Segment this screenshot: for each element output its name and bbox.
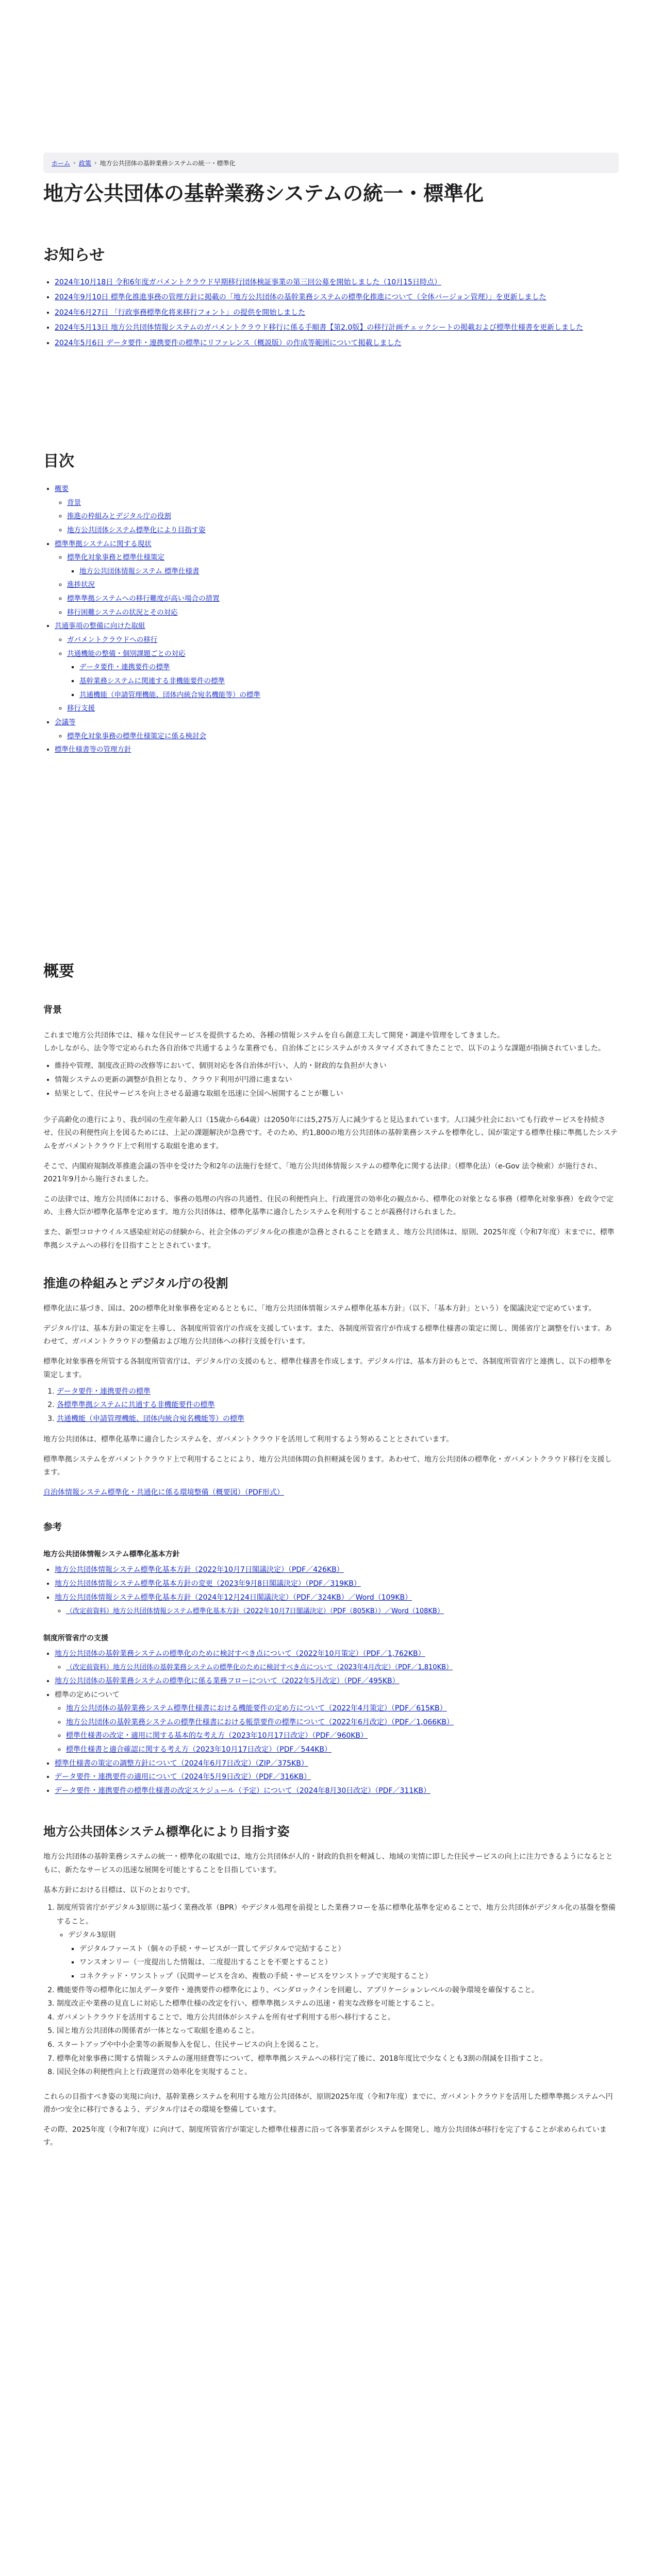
news-item[interactable]: • 2024年5月13日 地方公共団体情報システムのガバメントクラウド移行に係る手順書【第2.0版】の移行計画チェックシートの掲載および標準仕様書を更新しました <box>55 320 619 335</box>
toc-item[interactable]: ◦ 進捗状況 <box>67 578 619 592</box>
breadcrumb-separator: › <box>73 159 76 166</box>
toc-item[interactable]: ◦ 推進の枠組みとデジタル庁の役割 <box>67 510 619 523</box>
paragraph: その際、2025年度（令和7年度）に向けて、制度所管省庁が策定した標準仕様書に沿って各事業者がシステムを開発し、地方公共団体が移行を完了することが求められています。 <box>43 2126 607 2147</box>
overview-heading: 概要 <box>43 962 74 980</box>
list-item: 2. 機能要件等の標準化に加えデータ要件・連携要件の標準化により、ベンダロックインを回避し、アプリケーションレベルの競争環境を確保すること。 <box>57 1984 619 1997</box>
news-heading: お知らせ <box>43 246 105 264</box>
overview-section <box>43 958 619 2149</box>
list-item[interactable]: ◦ 標準仕様書の改定・適用に関する基本的な考え方（2023年10月17日改定）（PDF／960KB） <box>66 1729 619 1743</box>
role-heading: 推進の枠組みとデジタル庁の役割 <box>43 1276 228 1291</box>
breadcrumb-home[interactable]: ホーム <box>52 159 71 167</box>
toc-item[interactable]: ◦ 移行困難システムの状況とその対応 <box>67 606 619 620</box>
list-item: 7. 標準化対象事務に関する情報システムの運用経費等について、標準準拠システムへの移行完了後に、2018年度比で少なくとも3割の削減を目指すこと。 <box>57 2052 619 2066</box>
toc-section <box>43 448 619 757</box>
toc-item[interactable]: • 標準準拠システムに関する現状 ◦ 標準化対象事務と標準仕様策定 ▪ 地方公共団体情報システム 標準仕様書 ◦ 進捗状況 ◦ 標準準拠システムへの移行難度が高い場合の措置 ◦ 移行困難システムの状況とその対応 <box>55 537 619 620</box>
reference-heading: 参考 <box>43 1522 62 1533</box>
toc-heading: 目次 <box>43 452 74 470</box>
reference-list <box>43 1647 619 1798</box>
paragraph: また、新型コロナウイルス感染症対応の経験から、社会全体のデジタル化の推進が急務とされることを踏まえ、地方公共団体は、原則、2025年度（令和7年度）末までに、標準準拠システムへの移行を目指すこととされています。 <box>43 1228 615 1250</box>
paragraph: これまで地方公共団体では、様々な住民サービスを提供するため、各種の情報システムを自ら創意工夫して開発・調達や管理をしてきました。 <box>43 1031 505 1040</box>
news-section <box>43 242 619 351</box>
list-item[interactable]: ◦ （改定前資料）地方公共団体の基幹業務システムの標準化のために検討すべき点について（2023年4月改定）（PDF／1,810KB） <box>55 1660 619 1674</box>
goal-list <box>43 1901 619 2079</box>
breadcrumb-separator: › <box>94 159 97 166</box>
list-item: 6. スタートアップや中小企業等の新規参入を促し、住民サービスの向上を図ること。 <box>57 2038 619 2052</box>
reference-subheading: 制度所管省庁の支援 <box>43 1634 108 1642</box>
list-item: ▪ ワンスオンリー（一度提出した情報は、二度提出することを不要とすること） <box>79 1956 619 1970</box>
list-item[interactable]: • 標準仕様書の策定の調整方針について（2024年6月7日改定）（ZIP／375KB） <box>55 1757 619 1771</box>
list-item[interactable]: • 地方公共団体の基幹業務システムの標準化のために検討すべき点について（2022年10月策定）（PDF／1,762KB） <box>55 1647 619 1661</box>
list-item: 4. ガバメントクラウドを活用することで、地方公共団体がシステムを所有せず利用する形へ移行すること。 <box>57 2011 619 2025</box>
toc-item[interactable]: • 共通事項の整備に向けた取組 ◦ ガバメントクラウドへの移行 ◦ 共通機能の整備・個別課題ごとの対応 ▪ データ要件・連携要件の標準 ▪ 基幹業務システムに関連する非機能要件の標準 ▪ 共通機能（申請管理機能、団体内統合宛名機能等）の標準 ◦ 移行支援 <box>55 619 619 715</box>
list-item[interactable]: • 地方公共団体の基幹業務システムの標準化に係る業務フローについて（2022年5月改定）（PDF／495KB） <box>55 1674 619 1688</box>
numbered-list <box>43 1385 619 1426</box>
paragraph: 標準準拠システムをガバメントクラウド上で利用することにより、地方公共団体間の負担軽減を図ります。あわせて、地方公共団体の標準化・ガバメントクラウド移行を支援します。 <box>43 1455 612 1477</box>
page-title: 地方公共団体の基幹業務システムの統一・標準化 <box>43 182 484 206</box>
toc-item[interactable]: ▪ 地方公共団体情報システム 標準仕様書 <box>79 565 619 579</box>
paragraph: 標準化対象事務を所管する各制度所管省庁は、デジタル庁の支援のもと、標準仕様書を作成します。デジタル庁は、基本方針のもとで、各制度所管省庁と連携し、以下の標準を策定します。 <box>43 1358 612 1379</box>
toc-item[interactable]: ◦ 地方公共団体システム標準化により目指す姿 <box>67 523 619 537</box>
paragraph: 標準化法に基づき、国は、20の標準化対象事務を定めるとともに、「地方公共団体情報システム標準化基本方針」（以下、「基本方針」という）を閣議決定で定めています。 <box>43 1304 596 1313</box>
list-item: 5. 国と地方公共団体の関係者が一体となって取組を進めること。 <box>57 2024 619 2038</box>
paragraph: この法律では、地方公共団体における、事務の処理の内容の共通性、住民の利便性向上、行政運営の効率化の観点から、標準化の対象となる事務（標準化対象事務）を政令で定め、主務大臣が標準化基準を定めます。地方公共団体は、標準化基準に適合したシステムを利用することが義務付けられました。 <box>43 1195 614 1217</box>
list-item: • 維持や管理、制度改正時の改修等において、個別対応を各自治体が行い、人的・財政的な負担が大きい <box>55 1059 619 1073</box>
toc-item[interactable]: ◦ 標準化対象事務の標準仕様策定に係る検討会 <box>67 730 619 743</box>
list-item[interactable]: • データ要件・連携要件の適用について（2024年5月9日改定）（PDF／316KB） <box>55 1770 619 1784</box>
paragraph: 基本方針における目標は、以下のとおりです。 <box>43 1886 194 1894</box>
news-list <box>43 275 619 351</box>
list-item[interactable]: • 地方公共団体情報システム標準化基本方針（2024年12月24日閣議決定）（PDF／324KB）／Word（109KB） <box>55 1591 619 1605</box>
list-item: ▪ デジタルファースト（個々の手続・サービスが一貫してデジタルで完結すること） <box>79 1942 619 1956</box>
paragraph: そこで、内閣府規制改革推進会議の答申を受けた令和2年の法施行を経て、「地方公共団体情報システムの標準化に関する法律」（標準化法）（e-Gov 法令検索）が施行され、2021年9月から施行されました。 <box>43 1162 602 1183</box>
news-item[interactable]: • 2024年5月6日 データ要件・連携要件の標準にリファレンス（概説版）の作成等範囲について掲載しました <box>55 336 619 351</box>
reference-subheading: 地方公共団体情報システム標準化基本方針 <box>43 1550 180 1559</box>
list-item[interactable]: 3. 共通機能（申請管理機能、団体内統合宛名機能等）の標準 <box>57 1412 619 1426</box>
toc-item[interactable]: ◦ 移行支援 <box>67 702 619 716</box>
list-item[interactable]: 2. 各標準準拠システムに共通する非機能要件の標準 <box>57 1398 619 1412</box>
list-item: 3. 制度改正や業務の見直しに対応した標準仕様の改定を行い、標準準拠システムの迅速・着実な改修を可能とすること。 <box>57 1997 619 2011</box>
list-item: 1. 制度所管省庁がデジタル3原則に基づく業務改革（BPR）やデジタル処理を前提とした業務フローを基に標準化基準を定めることで、地方公共団体がデジタル化の基盤を整備すること。 ◦ デジタル3原則 ▪ デジタルファースト（個々の手続・サービスが一貫してデジタルで完結すること） ▪ ワンスオンリー（一度提出した情報は、二度提出することを不要とすること） ▪ コネクテッド・ワンストップ（民間サービスを含め、複数の手続・サービスをワンストップで実現すること） <box>57 1901 619 1984</box>
paragraph: 地方公共団体は、標準化基準に適合したシステムを、ガバメントクラウドを活用して利用するよう努めることとされています。 <box>43 1435 454 1444</box>
breadcrumb-current: 地方公共団体の基幹業務システムの統一・標準化 <box>100 159 236 167</box>
role-diagram-link[interactable]: 自治体情報システム標準化・共通化に係る環境整備（概要図）（PDF形式） <box>43 1488 284 1497</box>
reference-list <box>43 1563 619 1618</box>
list-item[interactable]: ◦ 地方公共団体の基幹業務システムの標準仕様書における帳票要件の標準について（2022年6月改定）（PDF／1,066KB） <box>66 1716 619 1730</box>
toc-item[interactable]: ◦ 標準準拠システムへの移行難度が高い場合の措置 <box>67 592 619 606</box>
list-item: • 標準の定めについて ◦ 地方公共団体の基幹業務システム標準仕様書における機能要件の定め方について（2022年4月策定）（PDF／615KB） ◦ 地方公共団体の基幹業務システムの標準仕様書における帳票要件の標準について（2022年6月改定）（PDF／1,066KB） ◦ 標準仕様書の改定・適用に関する基本的な考え方（2023年10月17日改定）（PDF／960KB） ◦ 標準仕様書と適合確認に関する考え方（2023年10月17日改定）（PDF／544KB） <box>55 1688 619 1757</box>
toc-item[interactable]: ◦ 標準化対象事務と標準仕様策定 ▪ 地方公共団体情報システム 標準仕様書 <box>67 551 619 578</box>
breadcrumb-policy[interactable]: 政策 <box>78 159 91 167</box>
list-item[interactable]: • 地方公共団体情報システム標準化基本方針の変更（2023年9月8日閣議決定）（PDF／319KB） <box>55 1577 619 1591</box>
list-item: • 情報システムの更新の調整が負担となり、クラウド利用が円滑に進まない <box>55 1073 619 1087</box>
list-item[interactable]: ◦ （改定前資料）地方公共団体情報システム標準化基本方針（2022年10月7日閣議決定）（PDF（805KB））／Word（108KB） <box>55 1604 619 1618</box>
paragraph: 少子高齢化の進行により、我が国の生産年齢人口（15歳から64歳）は2050年には5,275万人に減少すると見込まれています。人口減少社会においても行政サービスを持続させ、住民の利便性向上を図るためには、上記の課題解決が急務です。そのため、約1,800の地方公共団体の基幹業務システムを標準化し、国が策定する標準仕様に準拠したシステムをガバメントクラウド上で利用する取組を進めます。 <box>43 1116 618 1150</box>
paragraph: しかしながら、法令等で定められた各自治体で共通するような業務でも、自治体ごとにシステムがカスタマイズされてきたことで、以下のような課題が指摘されていました。 <box>43 1044 605 1053</box>
toc-item[interactable]: • 会議等 ◦ 標準化対象事務の標準仕様策定に係る検討会 <box>55 716 619 743</box>
paragraph: これらの目指すべき姿の実現に向け、基幹業務システムを利用する地方公共団体が、原則2025年度（令和7年度）までに、ガバメントクラウドを活用した標準準拠システムへ円滑かつ安全に移行できるよう、デジタル庁はその環境を整備しています。 <box>43 2092 613 2114</box>
list-item[interactable]: ◦ 標準仕様書と適合確認に関する考え方（2023年10月17日改定）（PDF／544KB） <box>66 1743 619 1757</box>
news-item[interactable]: • 2024年6月27日 「行政事務標準化将来移行フォント」の提供を開始しました <box>55 306 619 320</box>
toc-item[interactable]: ▪ 基幹業務システムに関連する非機能要件の標準 <box>79 674 619 688</box>
list-item: ◦ デジタル3原則 ▪ デジタルファースト（個々の手続・サービスが一貫してデジタルで完結すること） ▪ ワンスオンリー（一度提出した情報は、二度提出することを不要とすること） ▪ コネクテッド・ワンストップ（民間サービスを含め、複数の手続・サービスをワンストップで実現すること） <box>68 1928 619 1983</box>
background-heading: 背景 <box>43 1005 62 1015</box>
toc-item[interactable]: ◦ 背景 <box>67 496 619 510</box>
list-item[interactable]: 1. データ要件・連携要件の標準 <box>57 1385 619 1399</box>
toc-item[interactable]: ▪ データ要件・連携要件の標準 <box>79 660 619 674</box>
list-item: 8. 国民全体の利便性向上と行政運営の効率化を実現すること。 <box>57 2065 619 2079</box>
paragraph: 地方公共団体の基幹業務システムの統一・標準化の取組では、地方公共団体が人的・財政的負担を軽減し、地域の実情に即した住民サービスの向上に注力できるようになるとともに、新たなサービスの迅速な展開を可能とすることを目指しています。 <box>43 1853 613 1874</box>
toc-list <box>43 482 619 757</box>
role-link-row <box>43 1486 619 1499</box>
list-item: • 結果として、住民サービスを向上させる最適な取組を迅速に全国へ展開することが難しい <box>55 1087 619 1101</box>
list-item[interactable]: ◦ 地方公共団体の基幹業務システム標準仕様書における機能要件の定め方について（2022年4月策定）（PDF／615KB） <box>66 1702 619 1716</box>
news-item[interactable]: • 2024年9月10日 標準化推進事務の管理方針に掲載の「地方公共団体の基幹業務システムの標準化推進について（全体バージョン管理）」を更新しました <box>55 290 619 305</box>
list-item[interactable]: • データ要件・連携要件の標準仕様書の改定スケジュール（予定）について（2024年8月30日改定）（PDF／311KB） <box>55 1784 619 1798</box>
news-item[interactable]: • 2024年10月18日 令和6年度ガバメントクラウド早期移行団体検証事業の第三回公募を開始しました（10月15日時点） <box>55 275 619 290</box>
toc-item[interactable]: ◦ ガバメントクラウドへの移行 <box>67 633 619 647</box>
toc-item[interactable]: ▪ 共通機能（申請管理機能、団体内統合宛名機能等）の標準 <box>79 688 619 702</box>
list-item: ▪ コネクテッド・ワンストップ（民間サービスを含め、複数の手続・サービスをワンストップで実現すること） <box>79 1970 619 1984</box>
goal-heading: 地方公共団体システム標準化により目指す姿 <box>43 1824 290 1839</box>
list-item[interactable]: • 地方公共団体情報システム標準化基本方針（2022年10月7日閣議決定）（PDF／426KB） <box>55 1563 619 1577</box>
toc-item[interactable]: • 概要 ◦ 背景 ◦ 推進の枠組みとデジタル庁の役割 ◦ 地方公共団体システム標準化により目指す姿 <box>55 482 619 537</box>
paragraph: デジタル庁は、基本方針の策定を主導し、各制度所管省庁の作成を支援しています。また、各制度所管省庁が作成する標準仕様書の策定に関し、関係省庁と調整を行います。あわせて、ガバメントクラウドの整備および地方公共団体への移行支援を行います。 <box>43 1325 612 1346</box>
toc-item[interactable]: • 標準仕様書等の管理方針 <box>55 743 619 757</box>
toc-item[interactable]: ◦ 共通機能の整備・個別課題ごとの対応 ▪ データ要件・連携要件の標準 ▪ 基幹業務システムに関連する非機能要件の標準 ▪ 共通機能（申請管理機能、団体内統合宛名機能等）の標準 <box>67 647 619 702</box>
bullet-list <box>43 1059 619 1100</box>
breadcrumb <box>43 152 619 173</box>
